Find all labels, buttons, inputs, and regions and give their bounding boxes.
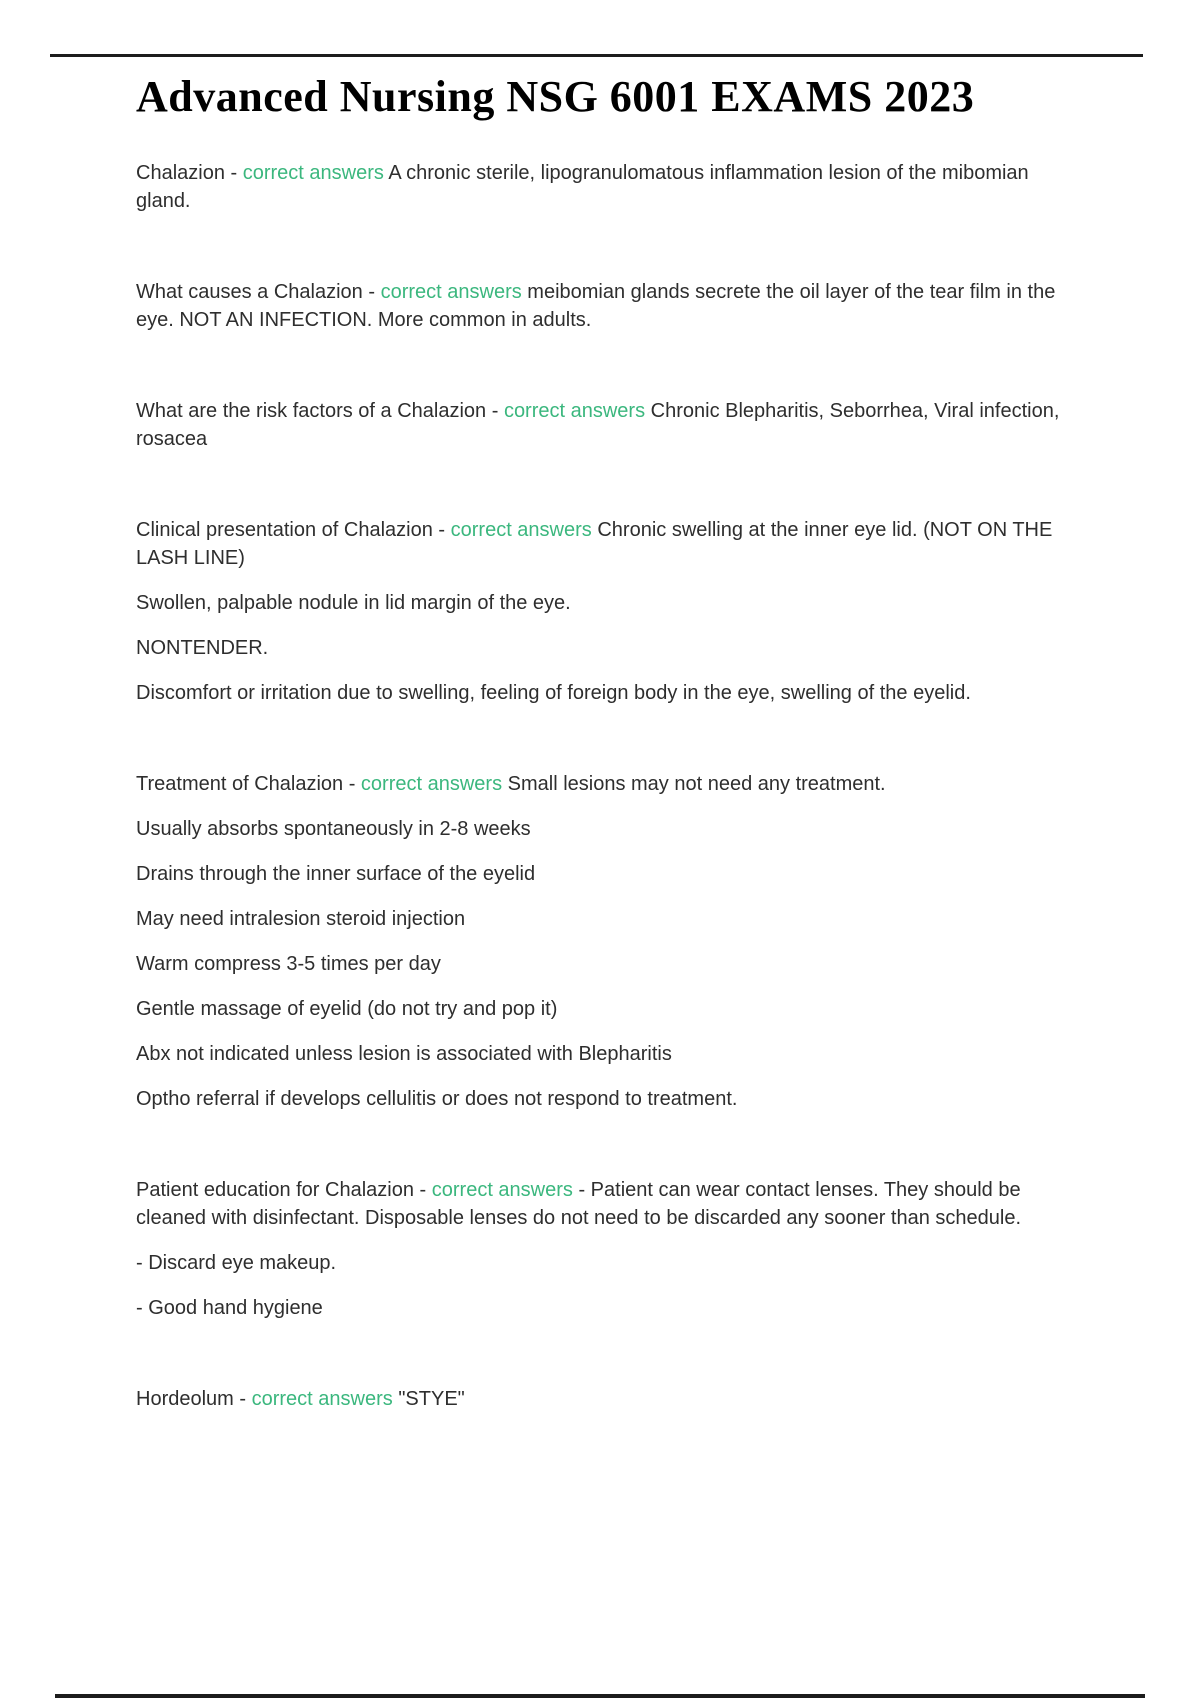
answer-text: Chronic swelling at the inner eye lid. (NOT ON THE LASH LINE)	[136, 519, 1053, 569]
answer-paragraph: Abx not indicated unless lesion is associated with Blepharitis	[136, 1043, 672, 1065]
bottom-rule	[55, 1694, 1145, 1698]
answer-text: - Patient can wear contact lenses. They should be cleaned with disinfectant. Disposable lenses do not need to be discarded any sooner than schedule.	[136, 1179, 1022, 1229]
answer-text: meibomian glands secrete the oil layer of the tear film in the eye. NOT AN INFECTION. More common in adults.	[136, 281, 1056, 331]
correct-answers-label: correct answers	[360, 773, 503, 795]
qa-block	[136, 278, 1086, 334]
qa-lead-paragraph	[136, 1176, 1086, 1232]
question-term: Treatment of Chalazion -	[136, 773, 356, 795]
answer-paragraph: May need intralesion steroid injection	[136, 908, 466, 930]
answer-paragraph: - Good hand hygiene	[136, 1297, 323, 1319]
correct-answers-label: correct answers	[242, 162, 384, 184]
page-title: Advanced Nursing NSG 6001 EXAMS 2023	[136, 72, 975, 121]
answer-paragraph: - Discard eye makeup.	[136, 1252, 337, 1274]
answer-paragraph: Usually absorbs spontaneously in 2-8 weeks	[136, 818, 531, 840]
question-term: What causes a Chalazion -	[136, 281, 376, 303]
qa-lead-paragraph	[136, 770, 1086, 798]
qa-lead-paragraph	[136, 278, 1086, 334]
qa-block	[136, 516, 1086, 707]
qa-block	[136, 770, 1086, 1113]
correct-answers-label: correct answers	[380, 281, 522, 303]
qa-block	[136, 1385, 1086, 1413]
correct-answers-label: correct answers	[431, 1179, 573, 1201]
qa-lead-paragraph	[136, 516, 1086, 572]
correct-answers-label: correct answers	[503, 400, 646, 422]
answer-paragraph: Warm compress 3-5 times per day	[136, 953, 441, 975]
qa-lead-paragraph	[136, 159, 1086, 215]
qa-block	[136, 1176, 1086, 1322]
answer-text: A chronic sterile, lipogranulomatous inflammation lesion of the mibomian gland.	[136, 162, 1029, 212]
answer-text: Chronic Blepharitis, Seborrhea, Viral infection, rosacea	[136, 400, 1060, 450]
qa-lead-paragraph	[136, 397, 1086, 453]
question-term: Chalazion -	[136, 162, 238, 184]
qa-lead-paragraph	[136, 1385, 1086, 1413]
qa-block	[136, 397, 1086, 453]
answer-text: Small lesions may not need any treatment.	[507, 773, 886, 795]
qa-block	[136, 159, 1086, 215]
question-term: What are the risk factors of a Chalazion -	[136, 400, 499, 422]
question-term: Patient education for Chalazion -	[136, 1179, 427, 1201]
top-rule	[50, 54, 1143, 57]
answer-paragraph: Optho referral if develops cellulitis or does not respond to treatment.	[136, 1088, 738, 1110]
answer-paragraph: Swollen, palpable nodule in lid margin of the eye.	[136, 592, 571, 614]
question-term: Hordeolum -	[136, 1388, 247, 1410]
answer-text: "STYE"	[398, 1388, 465, 1410]
question-term: Clinical presentation of Chalazion -	[136, 519, 446, 541]
answer-paragraph: Discomfort or irritation due to swelling, feeling of foreign body in the eye, swelling of the eyelid.	[136, 682, 971, 704]
document-body	[136, 159, 1086, 1413]
answer-paragraph: Gentle massage of eyelid (do not try and pop it)	[136, 998, 558, 1020]
correct-answers-label: correct answers	[450, 519, 592, 541]
answer-paragraph: NONTENDER.	[136, 637, 269, 659]
answer-paragraph: Drains through the inner surface of the eyelid	[136, 863, 536, 885]
correct-answers-label: correct answers	[251, 1388, 393, 1410]
